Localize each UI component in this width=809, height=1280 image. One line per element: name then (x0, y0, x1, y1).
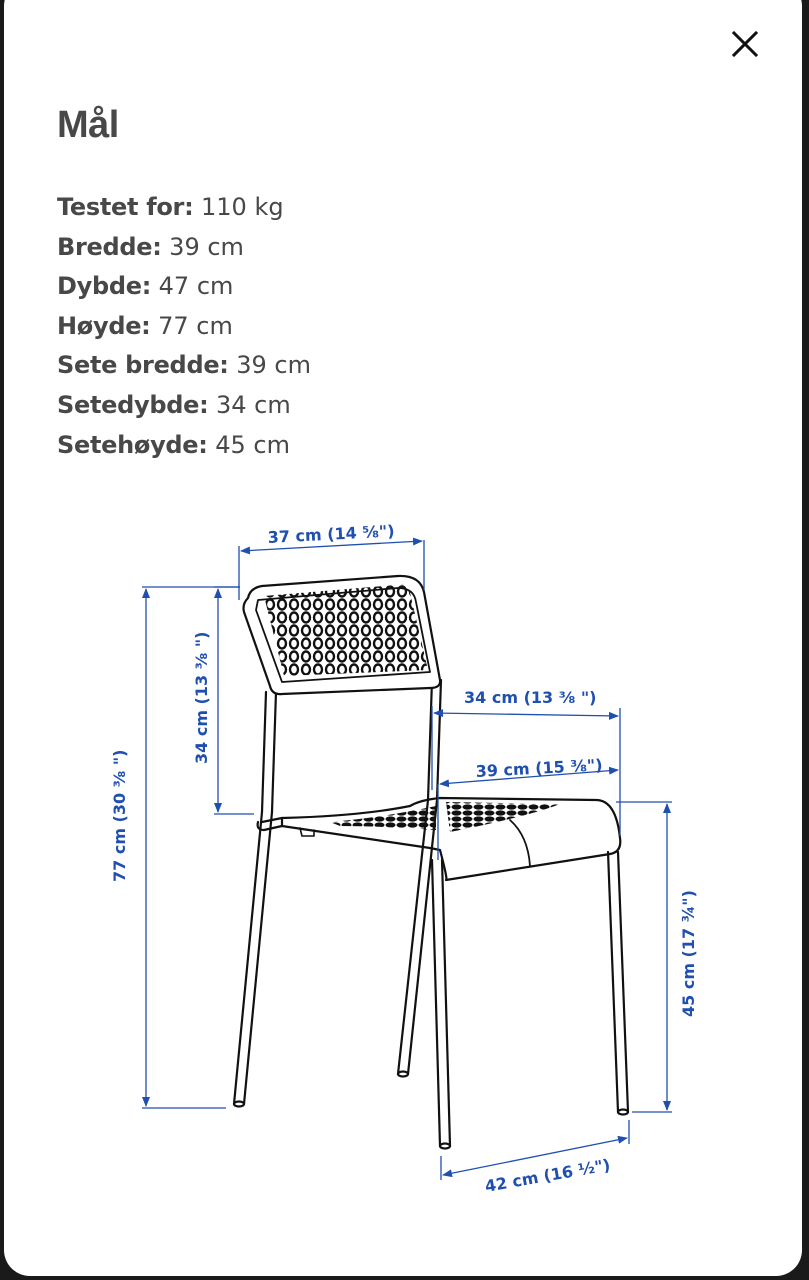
spec-seat-depth: Setedybde: 34 cm (57, 390, 291, 419)
spec-depth: Dybde: 47 cm (57, 272, 234, 301)
spec-tested-for: Testet for: 110 kg (57, 193, 284, 221)
spec-height: Høyde: 77 cm (57, 311, 233, 340)
seat-width-label: 39 cm (15 ⅜") (475, 755, 603, 781)
seat-depth-label: 34 cm (13 ⅜ ") (464, 688, 597, 707)
spec-seat-width: Sete bredde: 39 cm (57, 351, 311, 380)
spec-width: Bredde: 39 cm (57, 232, 244, 261)
page-title: Mål (57, 104, 119, 146)
total-height-label: 77 cm (30 ⅜ ") (110, 749, 129, 882)
base-width-label: 42 cm (16 ½") (483, 1155, 612, 1196)
backrest-height-label: 34 cm (13 ⅜ ") (192, 631, 211, 764)
seat-height-label: 45 cm (17 ¾") (679, 890, 698, 1017)
chair-illustration (234, 576, 628, 1149)
backrest-width-label: 37 cm (14 ⅝") (267, 521, 395, 547)
spec-seat-height: Setehøyde: 45 cm (57, 430, 290, 459)
